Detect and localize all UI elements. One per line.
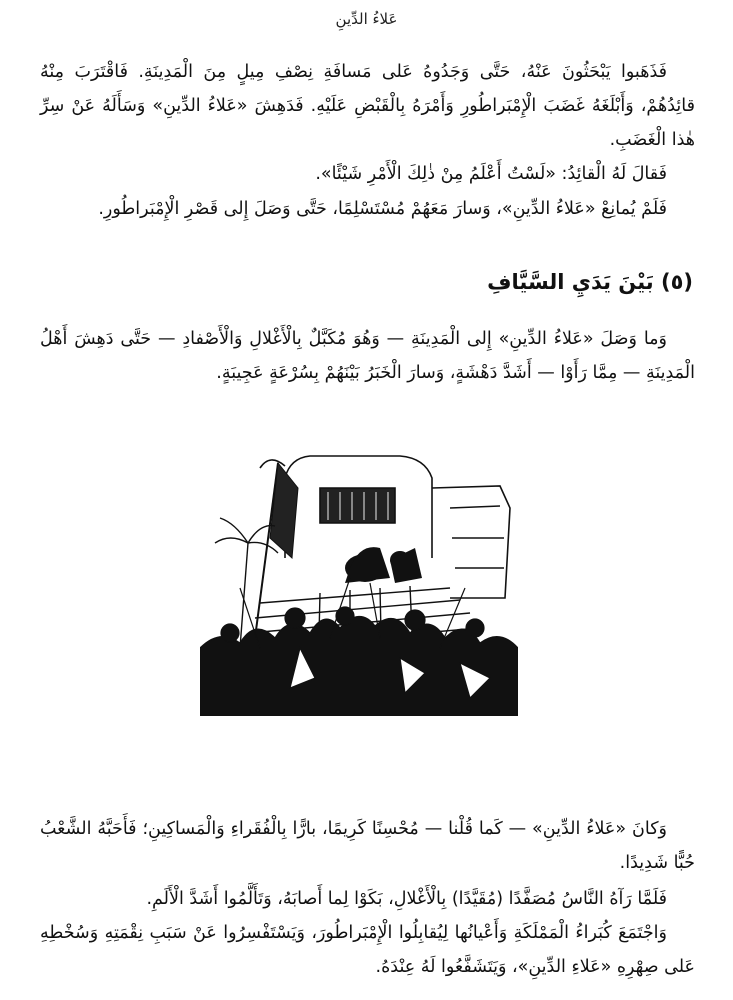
engraving-illustration [200,448,518,716]
paragraph-commander-reply: فَقالَ لَهُ الْقائِدُ: «لَسْتُ أَعْلَمُ مِنْ ذٰلِكَ الْأَمْرِ شَيْئًا». [315,164,667,184]
executioner-figures [345,547,422,583]
paragraph-arrival: وَما وَصَلَ «عَلاءُ الدِّينِ» إِلى الْمَدِينَةِ — وَهُوَ مُكَبَّلٌ بِالْأَغْلالِ وَالْأَصْفادِ — حَتَّى دَهِشَ أَهْلُ الْمَدِينَةِ — مِمَّا رَأَوْا — أَشَدَّ دَهْشَةٍ، وَسارَ الْخَبَرُ بَيْنَهُمْ بِسُرْعَةٍ عَجِيبَةٍ. [40,329,695,383]
section-heading: (٥) بَيْنَ يَدَيِ السَّيَّافِ [487,270,693,294]
paragraph-beloved: وَكانَ «عَلاءُ الدِّينِ» — كَما قُلْنا — مُحْسِنًا كَرِيمًا، بارًّا بِالْفُقَراءِ وَالْمَساكِينِ؛ فَأَحَبَّهُ الشَّعْبُ حُبًّا شَدِيدًا. [40,819,695,873]
paragraph-surrender: فَلَمْ يُمانِعْ «عَلاءُ الدِّينِ»، وَسارَ مَعَهُمْ مُسْتَسْلِمًا، حَتَّى وَصَلَ إِلى قَصْرِ الْإِمْبَراطُورِ. [98,199,667,219]
paragraph-search: فَذَهَبوا يَبْحَثُونَ عَنْهُ، حَتَّى وَجَدُوهُ عَلى مَسافَةِ نِصْفِ مِيلٍ مِنَ الْمَدِينَةِ. فَاقْتَرَبَ مِنْهُ قائِدُهُمْ، وَأَبْلَغَهُ غَضَبَ الْإِمْبَراطُورِ وَأَمْرَهُ بِالْقَبْضِ عَلَيْهِ. فَدَهِشَ «عَلاءُ الدِّينِ» وَسَأَلَهُ عَنْ سِرِّ هٰذا الْغَضَبِ. [40,62,695,150]
paragraph-weeping: فَلَمَّا رَآهُ النَّاسُ مُصَفَّدًا (مُقَيَّدًا) بِالْأَغْلالِ، بَكَوْا لِما أَصابَهُ، وَتَأَلَّمُوا أَشَدَّ الْأَلَمِ. [146,889,667,909]
running-head: عَلاءُ الدِّينِ [335,10,398,28]
paragraph-nobles: وَاجْتَمَعَ كُبَراءُ الْمَمْلَكَةِ وَأَعْيانُها لِيُقابِلُوا الْإِمْبَراطُورَ، وَيَسْتَفْسِرُوا عَنْ سَبَبِ نِقْمَتِهِ وَسُخْطِهِ عَلى صِهْرِهِ «عَلاءِ الدِّينِ»، وَيَتَشَفَّعُوا لَهُ عِنْدَهُ. [40,923,695,977]
